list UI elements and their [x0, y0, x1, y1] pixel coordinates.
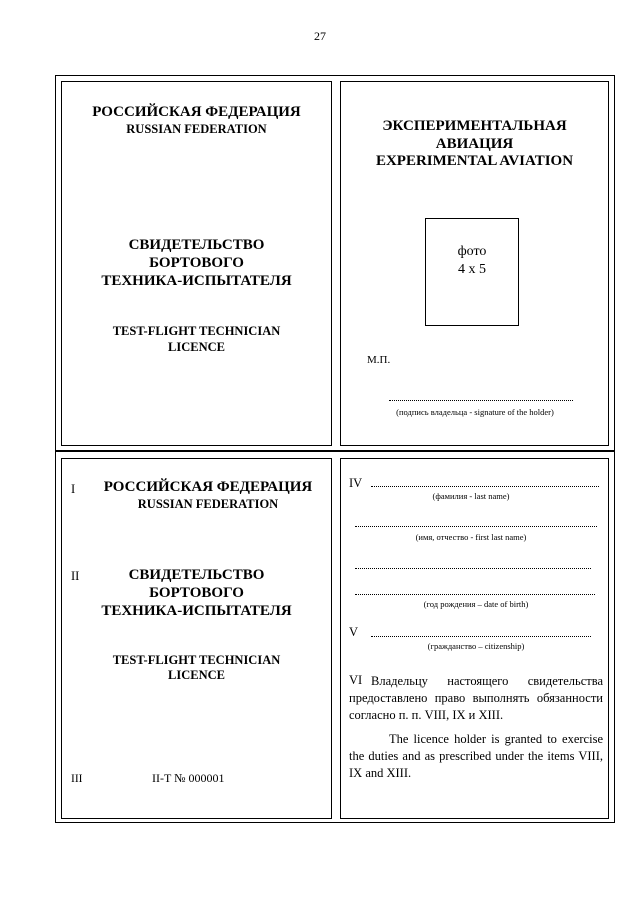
inner-right-panel — [340, 458, 609, 819]
country-en: RUSSIAN FEDERATION — [126, 122, 267, 136]
title-en-inner-line1: TEST-FLIGHT TECHNICIAN — [112, 653, 281, 667]
photo-placeholder — [425, 218, 519, 326]
last-name-caption: (фамилия - last name) — [432, 491, 510, 501]
rights-ru: Владельцу настоящего свидетельства предоставлено право выполнять обязанности согласно п. п. VIII, IX и XIII. — [349, 674, 603, 722]
first-name-line — [355, 526, 597, 527]
last-name-line — [371, 486, 599, 487]
title-ru-inner-line2: БОРТОВОГО — [149, 585, 244, 601]
section-roman-4: IV — [349, 476, 363, 490]
citizenship-line — [371, 636, 591, 637]
title-ru-inner-line3: ТЕХНИКА-ИСПЫТАТЕЛЯ — [101, 603, 292, 619]
country-en-inner: RUSSIAN FEDERATION — [137, 497, 279, 511]
title-en-line2: LICENCE — [168, 340, 225, 354]
dob-line — [355, 594, 595, 595]
title-ru-line3: ТЕХНИКА-ИСПЫТАТЕЛЯ — [101, 273, 292, 289]
section-roman-3: III — [71, 773, 83, 785]
photo-label: фото — [457, 244, 487, 259]
title-en-inner-line2: LICENCE — [168, 668, 225, 682]
photo-size: 4 x 5 — [458, 262, 486, 277]
country-ru-inner: РОССИЙСКАЯ ФЕДЕРАЦИЯ — [103, 479, 313, 495]
first-name-caption: (имя, отчество - first last name) — [415, 532, 527, 542]
page-number: 27 — [314, 29, 326, 43]
section-roman-6: VI — [349, 673, 363, 687]
stamp-label: М.П. — [367, 354, 391, 366]
title-en-line1: TEST-FLIGHT TECHNICIAN — [112, 324, 281, 338]
cover-panel — [61, 81, 332, 446]
title-ru-line2: БОРТОВОГО — [149, 255, 244, 271]
title-ru-line1: СВИДЕТЕЛЬСТВО — [128, 237, 265, 253]
extra-line — [355, 568, 591, 569]
citizenship-caption: (гражданство – citizenship) — [427, 641, 525, 651]
photo-panel — [340, 81, 609, 446]
section-roman-2: II — [71, 569, 80, 583]
signature-line — [389, 400, 573, 401]
heading-ru-line2: АВИАЦИЯ — [435, 136, 514, 152]
dob-caption: (год рождения – date of birth) — [423, 599, 529, 609]
licence-number: II-T № 000001 — [152, 771, 225, 785]
heading-en: EXPERIMENTAL AVIATION — [375, 153, 574, 169]
country-ru: РОССИЙСКАЯ ФЕДЕРАЦИЯ — [92, 104, 301, 120]
section-roman-1: I — [71, 482, 76, 496]
rights-en: The licence holder is granted to exercise the duties and as prescribed under the items VIII, IX and XIII. — [349, 732, 603, 780]
inner-left-panel — [61, 458, 332, 819]
title-ru-inner-line1: СВИДЕТЕЛЬСТВО — [128, 567, 265, 583]
signature-caption: (подпись владельца - signature of the holder) — [396, 407, 554, 417]
heading-ru-line1: ЭКСПЕРИМЕНТАЛЬНАЯ — [382, 118, 567, 134]
section-roman-5: V — [349, 625, 359, 639]
